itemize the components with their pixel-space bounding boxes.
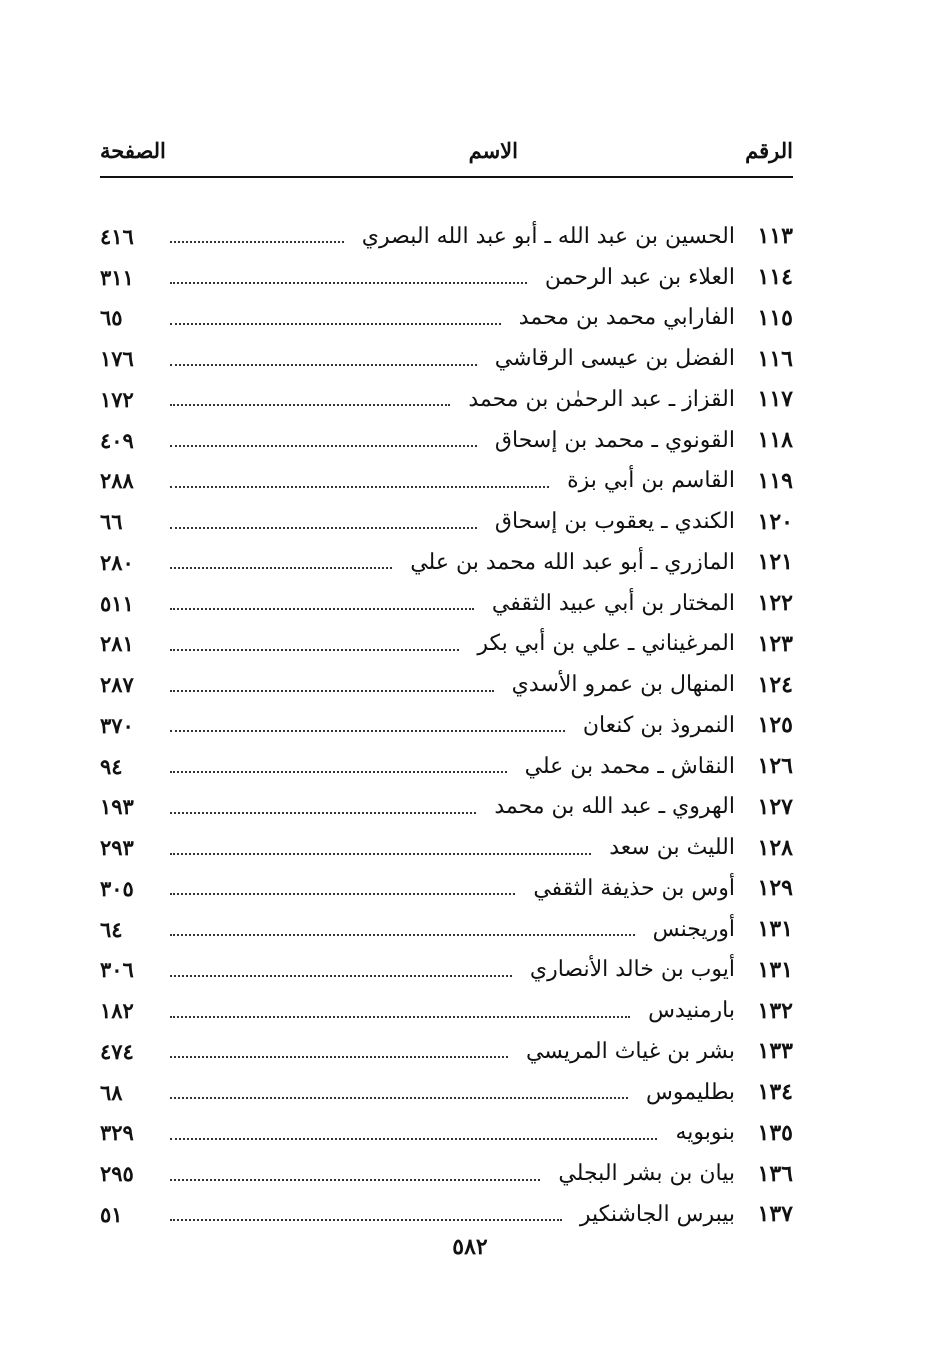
index-entry [100, 1153, 793, 1194]
index-entry [100, 990, 793, 1031]
entry-page: ٢٩٥ [100, 1161, 134, 1187]
entry-page: ٦٥ [100, 305, 123, 331]
index-entry [100, 379, 793, 420]
index-entry [100, 705, 793, 746]
index-entry [100, 298, 793, 339]
dot-leader [170, 364, 477, 366]
index-entry [100, 909, 793, 950]
entry-number: ١٣٧ [757, 1201, 793, 1228]
entry-page: ٣٢٩ [100, 1120, 134, 1146]
dot-leader [170, 404, 450, 406]
entry-name: النقاش ـ محمد بن علي [524, 753, 735, 779]
dot-leader [170, 567, 392, 569]
entry-number: ١١٦ [757, 345, 793, 372]
page-column-heading: الصفحة [100, 138, 166, 163]
index-entry [100, 950, 793, 991]
entry-page: ٤٠٩ [100, 427, 134, 453]
entry-number: ١٣٦ [757, 1160, 793, 1187]
index-entry [100, 1031, 793, 1072]
entry-number: ١٢٦ [757, 753, 793, 780]
entry-name: القونوي ـ محمد بن إسحاق [494, 427, 735, 453]
entry-page: ٥١١ [100, 590, 134, 616]
entry-name: المرغيناني ـ علي بن أبي بكر [477, 631, 735, 657]
index-list [100, 216, 793, 1235]
entry-number: ١٢٢ [757, 590, 793, 617]
entry-page: ٢٨٠ [100, 549, 134, 575]
entry-name: بنوبويه [675, 1120, 735, 1146]
dot-leader [170, 934, 635, 936]
dot-leader [170, 975, 512, 977]
dot-leader [170, 730, 565, 732]
entry-page: ٣٠٥ [100, 875, 134, 901]
entry-page: ٢٩٣ [100, 835, 134, 861]
dot-leader [170, 893, 515, 895]
index-entry [100, 583, 793, 624]
entry-name: بشر بن غياث المريسي [525, 1038, 735, 1064]
entry-number: ١٣٤ [757, 1079, 793, 1106]
entry-page: ٢٨٧ [100, 672, 134, 698]
dot-leader [170, 323, 501, 325]
entry-page: ١٨٢ [100, 998, 134, 1024]
entry-name: بيان بن بشر البجلي [558, 1161, 735, 1187]
entry-name: القاسم بن أبي بزة [567, 468, 735, 494]
dot-leader [170, 1016, 630, 1018]
entry-number: ١٣٣ [757, 1038, 793, 1065]
index-entry [100, 664, 793, 705]
entry-page: ٤٧٤ [100, 1038, 134, 1064]
entry-number: ١٢٣ [757, 630, 793, 657]
entry-name: الفضل بن عيسى الرقاشي [494, 346, 735, 372]
index-entry [100, 868, 793, 909]
entry-number: ١٣١ [757, 916, 793, 943]
dot-leader [170, 1179, 540, 1181]
entry-page: ٢٨١ [100, 631, 134, 657]
entry-name: المنهال بن عمرو الأسدي [511, 672, 735, 698]
dot-leader [170, 486, 549, 488]
dot-leader [170, 771, 507, 773]
entry-number: ١٢٧ [757, 793, 793, 820]
entry-page: ٤١٦ [100, 223, 134, 249]
dot-leader [170, 812, 476, 814]
table-header [100, 128, 793, 178]
dot-leader [170, 690, 494, 692]
entry-page: ٥١ [100, 1201, 123, 1227]
index-entry [100, 827, 793, 868]
entry-name: المختار بن أبي عبيد الثقفي [491, 590, 735, 616]
dot-leader [170, 527, 477, 529]
index-entry [100, 420, 793, 461]
dot-leader [170, 853, 591, 855]
entry-name: القزاز ـ عبد الرحمٰن بن محمد [468, 386, 735, 412]
entry-page: ٦٦ [100, 509, 123, 535]
entry-number: ١٢١ [757, 549, 793, 576]
dot-leader [170, 608, 474, 610]
entry-name: أوريجنس [652, 916, 735, 942]
index-entry [100, 257, 793, 298]
index-entry [100, 542, 793, 583]
entry-number: ١٢٩ [757, 875, 793, 902]
entry-name: الفارابي محمد بن محمد [518, 305, 735, 331]
dot-leader [170, 1219, 562, 1221]
name-column-heading: الاسم [468, 138, 518, 163]
entry-page: ١٩٣ [100, 794, 134, 820]
index-entry [100, 1194, 793, 1235]
entry-number: ١١٣ [757, 223, 793, 250]
entry-page: ٣٠٦ [100, 957, 134, 983]
entry-number: ١٢٤ [757, 671, 793, 698]
entry-page: ٦٨ [100, 1079, 123, 1105]
entry-name: بطليموس [645, 1079, 735, 1105]
entry-page: ٢٨٨ [100, 468, 134, 494]
entry-name: أيوب بن خالد الأنصاري [529, 957, 735, 983]
entry-name: الليث بن سعد [609, 835, 735, 861]
entry-name: الكندي ـ يعقوب بن إسحاق [494, 509, 735, 535]
header-rule [100, 176, 793, 178]
index-entry [100, 501, 793, 542]
dot-leader [170, 1097, 628, 1099]
dot-leader [170, 1138, 657, 1140]
entry-number: ١١٨ [757, 427, 793, 454]
entry-name: المازري ـ أبو عبد الله محمد بن علي [410, 549, 735, 575]
entry-name: بيبرس الجاشنكير [579, 1201, 735, 1227]
entry-name: النمروذ بن كنعان [582, 712, 735, 738]
entry-name: أوس بن حذيفة الثقفي [533, 875, 735, 901]
dot-leader [170, 1056, 508, 1058]
entry-page: ٦٤ [100, 916, 123, 942]
entry-name: الحسين بن عبد الله ـ أبو عبد الله البصري [361, 223, 735, 249]
index-entry [100, 787, 793, 828]
entry-number: ١١٧ [757, 386, 793, 413]
entry-number: ١٣٥ [757, 1119, 793, 1146]
entry-page: ١٧٢ [100, 386, 134, 412]
entry-number: ١١٥ [757, 304, 793, 331]
entry-number: ١١٤ [757, 264, 793, 291]
page-number: ٥٨٢ [452, 1234, 488, 1260]
entry-page: ٩٤ [100, 753, 123, 779]
index-entry [100, 1072, 793, 1113]
entry-name: بارمنيدس [648, 998, 735, 1024]
entry-page: ٣١١ [100, 264, 134, 290]
entry-number: ١٢٥ [757, 712, 793, 739]
entry-number: ١٣١ [757, 956, 793, 983]
index-entry [100, 624, 793, 665]
dot-leader [170, 649, 459, 651]
entry-name: الهروي ـ عبد الله بن محمد [494, 794, 735, 820]
index-entry [100, 461, 793, 502]
entry-number: ١١٩ [757, 467, 793, 494]
entry-name: العلاء بن عبد الرحمن [544, 264, 735, 290]
dot-leader [170, 241, 344, 243]
entry-page: ٣٧٠ [100, 712, 134, 738]
entry-number: ١٢٠ [757, 508, 793, 535]
entry-page: ١٧٦ [100, 346, 134, 372]
index-entry [100, 746, 793, 787]
index-entry [100, 216, 793, 257]
dot-leader [170, 282, 527, 284]
entry-number: ١٢٨ [757, 834, 793, 861]
index-entry [100, 1113, 793, 1154]
dot-leader [170, 445, 477, 447]
index-entry [100, 338, 793, 379]
number-column-heading: الرقم [745, 138, 793, 163]
entry-number: ١٣٢ [757, 997, 793, 1024]
